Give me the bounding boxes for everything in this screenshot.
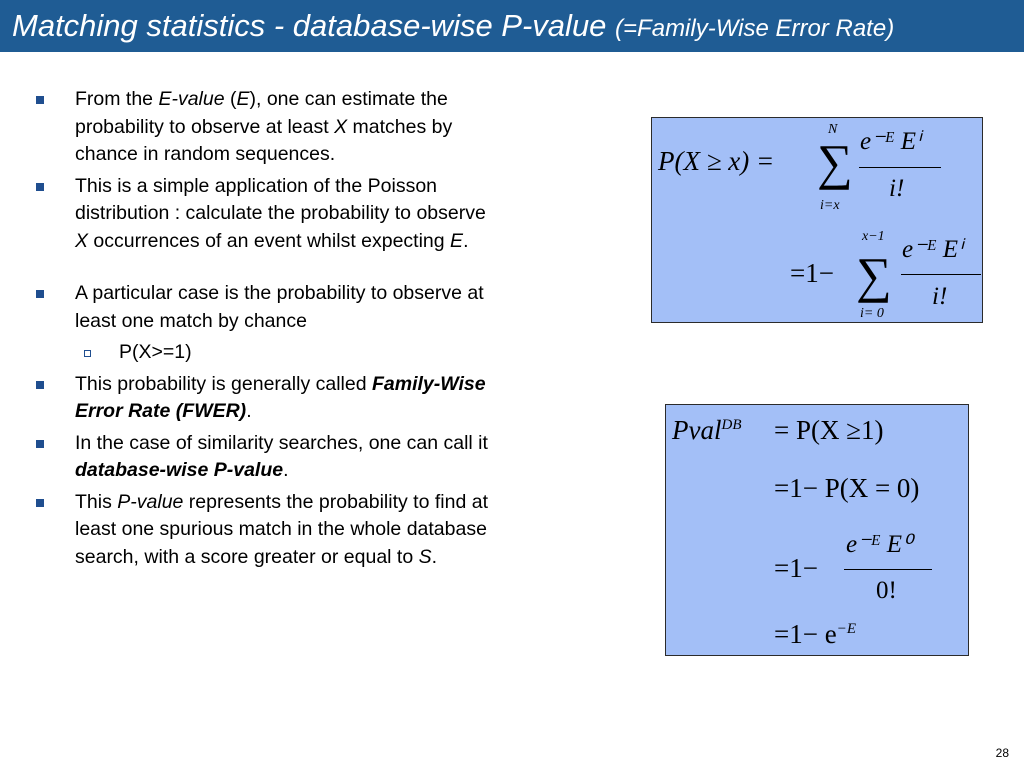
square-bullet-icon [36,290,44,298]
formula2-line1: = P(X ≥1) [774,415,884,445]
fraction-bar [844,569,932,570]
formula1-rhs2-prefix: =1− [790,258,834,288]
slide-title-main: Matching statistics - database-wise P-value [12,8,616,43]
bullet-pvalue-meaning: This P-value represents the probability to find at least one spurious match in the whole database search, with a score greater or equal to S. [36,489,496,572]
formula1-denominator1: i! [889,175,905,202]
square-bullet-icon [36,381,44,389]
formula2-line2: =1− P(X = 0) [774,473,920,503]
formula2-line3-prefix: =1− [774,553,818,583]
pvalue-formula-box [665,404,969,656]
bullet-particular-case: A particular case is the probability to observe at least one match by chance [36,280,496,335]
square-bullet-icon [36,440,44,448]
formula1-lhs: P(X ≥ x) = [658,146,775,176]
formula1-numerator1: e⁻ᴱ Eⁱ [860,128,921,155]
formula1-sum1-bottom: i=x [820,198,840,213]
formula1-sum1-top: N [828,122,838,137]
slide-title [12,6,894,49]
bullet-database-wise: In the case of similarity searches, one can call it database-wise P-value. [36,430,496,485]
sub-bullet-p-x-ge-1: P(X>=1) [36,339,496,367]
formula1-denominator2: i! [932,283,948,310]
bullet-fwer: This probability is generally called Family-Wise Error Rate (FWER). [36,371,496,426]
sigma-icon: ∑ [817,134,853,190]
bullet-list [36,86,496,575]
page-number: 28 [995,746,1009,760]
formula1-numerator2: e⁻ᴱ Eⁱ [902,236,963,263]
title-bar [0,0,1024,52]
formula2-lhs: Pval$^{DB}$ [672,415,742,445]
formula1-sum2-bottom: i= 0 [860,306,884,321]
formula1-sum2-top: x−1 [862,229,885,244]
square-bullet-icon [36,499,44,507]
fraction-bar [901,274,981,275]
bullet-evalue: From the E-value (E), one can estimate the probability to observe at least X matches by chance in random sequences. [36,86,496,169]
poisson-formula-box [651,117,983,323]
bullet-poisson: This is a simple application of the Poisson distribution : calculate the probability to observe X occurrences of an event whilst expecting E. [36,173,496,256]
square-bullet-icon [36,183,44,191]
fraction-bar [859,167,941,168]
square-bullet-icon [36,96,44,104]
hollow-square-bullet-icon [84,350,91,357]
slide-title-sub: (=Family-Wise Error Rate) [615,15,895,42]
formula2-line4: $=1- e^{-E}$ [774,619,856,649]
sigma-icon: ∑ [856,247,892,303]
formula2-numerator3: e⁻ᴱ E⁰ [846,531,913,558]
formula2-denominator3: 0! [876,577,897,604]
